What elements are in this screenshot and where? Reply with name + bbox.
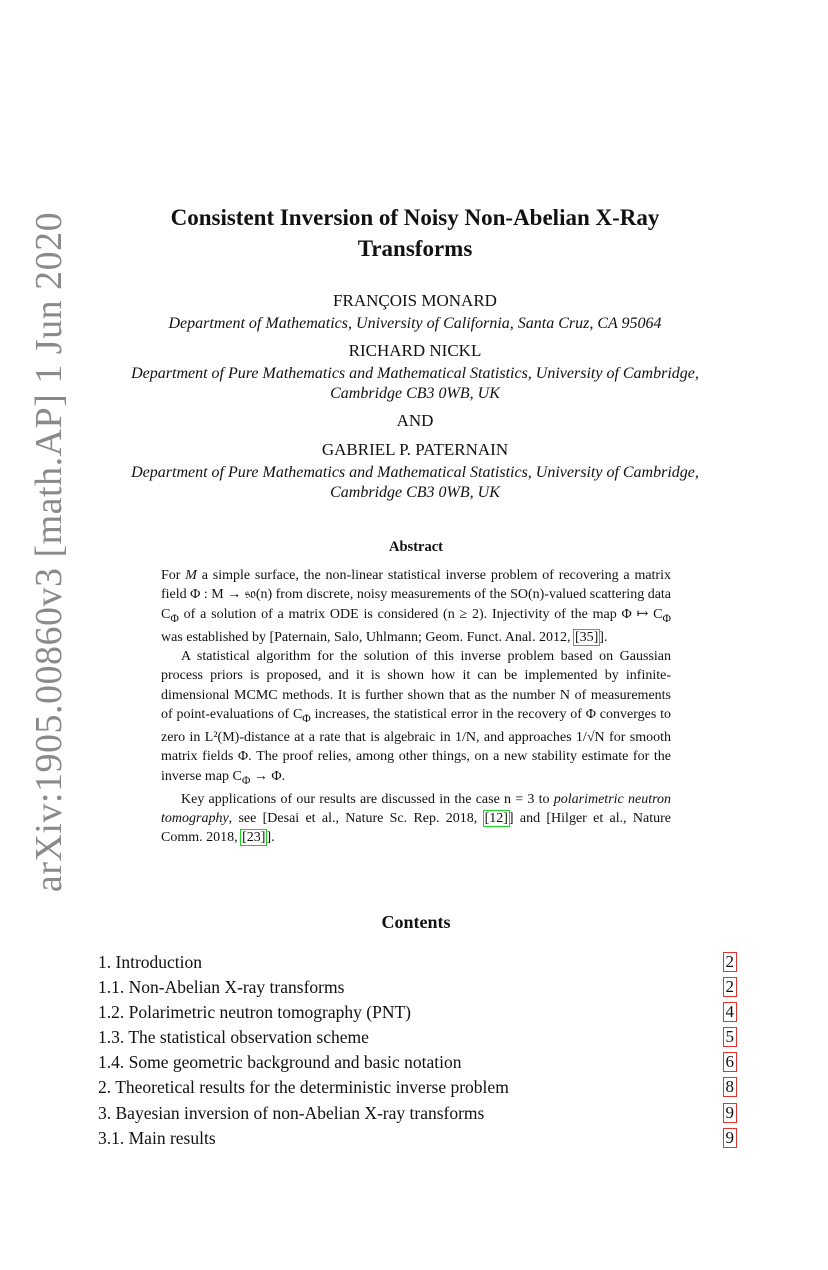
abstract-text: of a solution of a matrix ODE is considered (n ≥ 2). Injectivity of the map Φ ↦ C bbox=[178, 606, 663, 622]
abstract-emphasis: polarimetric neutron tomography bbox=[161, 791, 672, 826]
toc-title: Some geometric background and basic notation bbox=[128, 1052, 462, 1073]
author-name-3: GABRIEL P. PATERNAIN bbox=[321, 440, 509, 459]
author-name-2: RICHARD NICKL bbox=[348, 341, 482, 360]
abstract-paragraph-1 bbox=[161, 566, 671, 647]
toc-title: Polarimetric neutron tomography (PNT) bbox=[128, 1002, 411, 1023]
toc-number: 1.1. bbox=[98, 977, 125, 998]
toc-entry[interactable] bbox=[98, 1000, 738, 1025]
toc-title: The statistical observation scheme bbox=[128, 1027, 369, 1048]
author-name-1: FRANÇOIS MONARD bbox=[333, 291, 497, 310]
paper-title bbox=[100, 202, 730, 264]
toc-entry[interactable] bbox=[98, 950, 738, 975]
toc-number: 1.3. bbox=[98, 1027, 125, 1048]
abstract-math: M bbox=[185, 568, 197, 583]
author-affiliation-3-line-1: Department of Pure Mathematics and Mathematical Statistics, University of Cambridge, bbox=[131, 464, 699, 481]
abstract-text: a simple surface, the non-linear statistical inverse problem of recovering a matrix field Φ : M → 𝔰𝔬(n) from discrete, noisy measurements of the SO(n)-valued scattering data C bbox=[161, 568, 672, 622]
table-of-contents bbox=[98, 950, 738, 1151]
author-affiliation-3-line-2: Cambridge CB3 0WB, UK bbox=[330, 484, 500, 501]
toc-entry[interactable] bbox=[98, 975, 738, 1000]
toc-number: 3.1. bbox=[98, 1127, 125, 1148]
toc-page-link[interactable]: 4 bbox=[725, 1002, 734, 1022]
abstract-paragraph-2 bbox=[161, 647, 671, 790]
toc-page-link[interactable]: 6 bbox=[725, 1052, 734, 1072]
toc-number: 1. bbox=[98, 952, 112, 972]
title-line-1: Consistent Inversion of Noisy Non-Abelian X-Ray bbox=[170, 205, 660, 230]
toc-entry[interactable] bbox=[98, 1126, 738, 1151]
toc-title: Non-Abelian X-ray transforms bbox=[128, 977, 345, 998]
abstract-text: ] and [Hilger et al., Nature Comm. 2018, bbox=[161, 810, 671, 846]
toc-title: Theoretical results for the deterministic inverse problem bbox=[115, 1077, 509, 1098]
toc-page-link[interactable]: 8 bbox=[725, 1077, 734, 1097]
toc-number: 3. bbox=[98, 1102, 112, 1123]
toc-entry[interactable] bbox=[98, 1050, 738, 1075]
toc-number: 1.2. bbox=[98, 1002, 125, 1023]
toc-page-link[interactable]: 9 bbox=[725, 1127, 734, 1147]
abstract-text: ]. bbox=[599, 629, 608, 645]
contents-heading: Contents bbox=[381, 912, 451, 932]
citation-link-23[interactable]: [23] bbox=[242, 830, 266, 846]
toc-page-link[interactable]: 5 bbox=[725, 1027, 734, 1047]
abstract-text: , see [Desai et al., Nature Sc. Rep. 2018, bbox=[228, 810, 484, 826]
and-separator: AND bbox=[396, 411, 434, 430]
arxiv-identifier-text: arXiv:1905.00860v3 [math.AP] 1 Jun 2020 bbox=[28, 211, 70, 893]
author-affiliation-2-line-2: Cambridge CB3 0WB, UK bbox=[330, 385, 500, 402]
abstract-text: Key applications of our results are discussed in the case n = 3 to bbox=[181, 791, 554, 807]
abstract-text: A statistical algorithm for the solution of this inverse problem based on Gaussian process priors is proposed, and it is shown how it can be implemented by infinite-dimensional MCMC methods. It is further shown that as the number N of measurements of point-evaluations of C bbox=[161, 648, 671, 722]
title-line-2: Transforms bbox=[357, 236, 473, 261]
toc-title: Main results bbox=[128, 1127, 216, 1148]
toc-entry[interactable] bbox=[98, 1101, 738, 1126]
arxiv-identifier-stamp bbox=[26, 0, 72, 1270]
toc-entry[interactable] bbox=[98, 1075, 738, 1100]
citation-link-12[interactable]: [12] bbox=[484, 810, 508, 826]
abstract-subscript: Φ bbox=[662, 611, 671, 625]
abstract-paragraph-3 bbox=[161, 790, 671, 848]
toc-title: Bayesian inversion of non-Abelian X-ray transforms bbox=[115, 1102, 485, 1123]
toc-entry[interactable] bbox=[98, 1025, 738, 1050]
abstract-subscript: Φ bbox=[170, 611, 179, 625]
abstract-subscript: Φ bbox=[302, 711, 311, 725]
toc-page-link[interactable]: 9 bbox=[725, 1102, 734, 1122]
author-affiliation-2-line-1: Department of Pure Mathematics and Mathematical Statistics, University of Cambridge, bbox=[131, 365, 699, 382]
toc-number: 1.4. bbox=[98, 1052, 125, 1073]
abstract-subscript: Φ bbox=[241, 773, 251, 787]
toc-title: Introduction bbox=[115, 952, 203, 972]
abstract-text: increases, the statistical error in the recovery of Φ converges to zero in L²(M)-distance at a rate that is algebraic in 1/N, and approaches 1/√N for smooth matrix fields Φ. The proof relies, among other things, on a new stability estimate for the inverse map C bbox=[161, 706, 671, 784]
citation-link-35[interactable]: [35] bbox=[574, 629, 599, 645]
abstract-text: was established by [Paternain, Salo, Uhlmann; Geom. Funct. Anal. 2012, bbox=[161, 629, 574, 645]
abstract-body bbox=[161, 566, 671, 848]
toc-number: 2. bbox=[98, 1077, 112, 1098]
abstract-text: → Φ. bbox=[250, 768, 286, 784]
author-affiliation-1: Department of Mathematics, University of California, Santa Cruz, CA 95064 bbox=[168, 315, 662, 332]
toc-page-link[interactable]: 2 bbox=[725, 977, 734, 997]
abstract-text: For bbox=[161, 568, 186, 583]
toc-page-link[interactable]: 2 bbox=[725, 952, 734, 971]
abstract-heading: Abstract bbox=[389, 539, 443, 555]
abstract-text: ]. bbox=[266, 830, 275, 846]
